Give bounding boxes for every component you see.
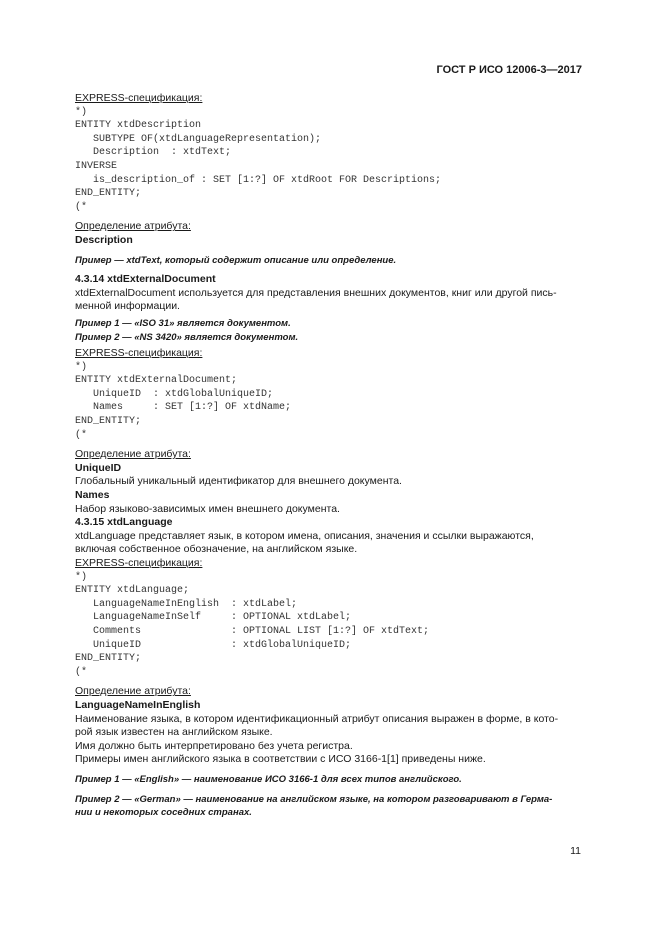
attribute-description: рой язык известен на английском языке. bbox=[75, 726, 273, 739]
attribute-description: Набор языково-зависимых имен внешнего документа. bbox=[75, 502, 340, 515]
code-line: Names : SET [1:?] OF xtdName; bbox=[75, 402, 292, 414]
code-line: LanguageNameInSelf : OPTIONAL xtdLabel; bbox=[75, 612, 352, 624]
standard-code-header: ГОСТ Р ИСО 12006-3—2017 bbox=[436, 64, 582, 76]
paragraph-line: включая собственное обозначение, на английском языке. bbox=[75, 543, 358, 556]
attribute-name: Names bbox=[75, 489, 110, 502]
code-line: *) bbox=[75, 106, 88, 118]
code-line: ENTITY xtdExternalDocument; bbox=[75, 375, 238, 387]
express-spec-label: EXPRESS-спецификация: bbox=[75, 347, 203, 360]
express-spec-label: EXPRESS-спецификация: bbox=[75, 92, 203, 104]
code-line: Comments : OPTIONAL LIST [1:?] OF xtdText; bbox=[75, 625, 430, 637]
attribute-description: Имя должно быть интерпретировано без учета регистра. bbox=[75, 739, 353, 752]
code-line: (* bbox=[75, 201, 88, 213]
example-note: Пример 1 — «English» — наименование ИСО 3166-1 для всех типов английского. bbox=[75, 773, 462, 785]
attribute-definition-label: Определение атрибута: bbox=[75, 448, 191, 461]
code-line: END_ENTITY; bbox=[75, 653, 142, 665]
code-line: ENTITY xtdDescription bbox=[75, 120, 202, 132]
attribute-definition-label: Определение атрибута: bbox=[75, 220, 191, 233]
section-heading: 4.3.15 xtdLanguage bbox=[75, 516, 173, 529]
paragraph-line: xtdLanguage представляет язык, в котором имена, описания, значения и ссылки выражаются, bbox=[75, 529, 534, 542]
example-note: нии и некоторых соседних странах. bbox=[75, 807, 252, 819]
code-line: (* bbox=[75, 666, 88, 678]
attribute-description: Наименование языка, в котором идентификационный атрибут описания выражен в форме, в кото- bbox=[75, 712, 559, 725]
code-line: UniqueID : xtdGlobalUniqueID; bbox=[75, 388, 274, 400]
attribute-name: Description bbox=[75, 233, 133, 246]
code-line: Description : xtdText; bbox=[75, 147, 232, 159]
code-line: UniqueID : xtdGlobalUniqueID; bbox=[75, 639, 352, 651]
code-line: (* bbox=[75, 429, 88, 441]
attribute-definition-label: Определение атрибута: bbox=[75, 685, 191, 698]
example-note: Пример 2 — «NS 3420» является документом. bbox=[75, 331, 299, 343]
example-note: Пример 2 — «German» — наименование на английском языке, на котором разговаривают в Герма- bbox=[75, 793, 553, 805]
paragraph-line: xtdExternalDocument используется для представления внешних документов, книг или другой пись- bbox=[75, 286, 557, 299]
attribute-name: LanguageNameInEnglish bbox=[75, 698, 201, 711]
code-line: *) bbox=[75, 361, 88, 373]
express-spec-label: EXPRESS-спецификация: bbox=[75, 557, 203, 569]
example-note: Пример — xtdText, который содержит описание или определение. bbox=[75, 254, 397, 266]
section-heading: 4.3.14 xtdExternalDocument bbox=[75, 273, 216, 286]
page-content bbox=[75, 92, 583, 820]
code-line: *) bbox=[75, 571, 88, 583]
code-line: END_ENTITY; bbox=[75, 188, 142, 200]
paragraph-line: менной информации. bbox=[75, 300, 180, 313]
code-line: SUBTYPE OF(xtdLanguageRepresentation); bbox=[75, 133, 322, 145]
attribute-description: Глобальный уникальный идентификатор для внешнего документа. bbox=[75, 475, 402, 488]
attribute-description: Примеры имен английского языка в соответствии с ИСО 3166-1[1] приведены ниже. bbox=[75, 753, 486, 766]
code-line: END_ENTITY; bbox=[75, 416, 142, 428]
page-number: 11 bbox=[570, 845, 581, 857]
code-line: INVERSE bbox=[75, 160, 118, 172]
attribute-name: UniqueID bbox=[75, 461, 122, 474]
code-line: ENTITY xtdLanguage; bbox=[75, 585, 190, 597]
code-line: LanguageNameInEnglish : xtdLabel; bbox=[75, 598, 298, 610]
example-note: Пример 1 — «ISO 31» является документом. bbox=[75, 317, 291, 329]
code-line: is_description_of : SET [1:?] OF xtdRoot FOR Descriptions; bbox=[75, 174, 442, 186]
